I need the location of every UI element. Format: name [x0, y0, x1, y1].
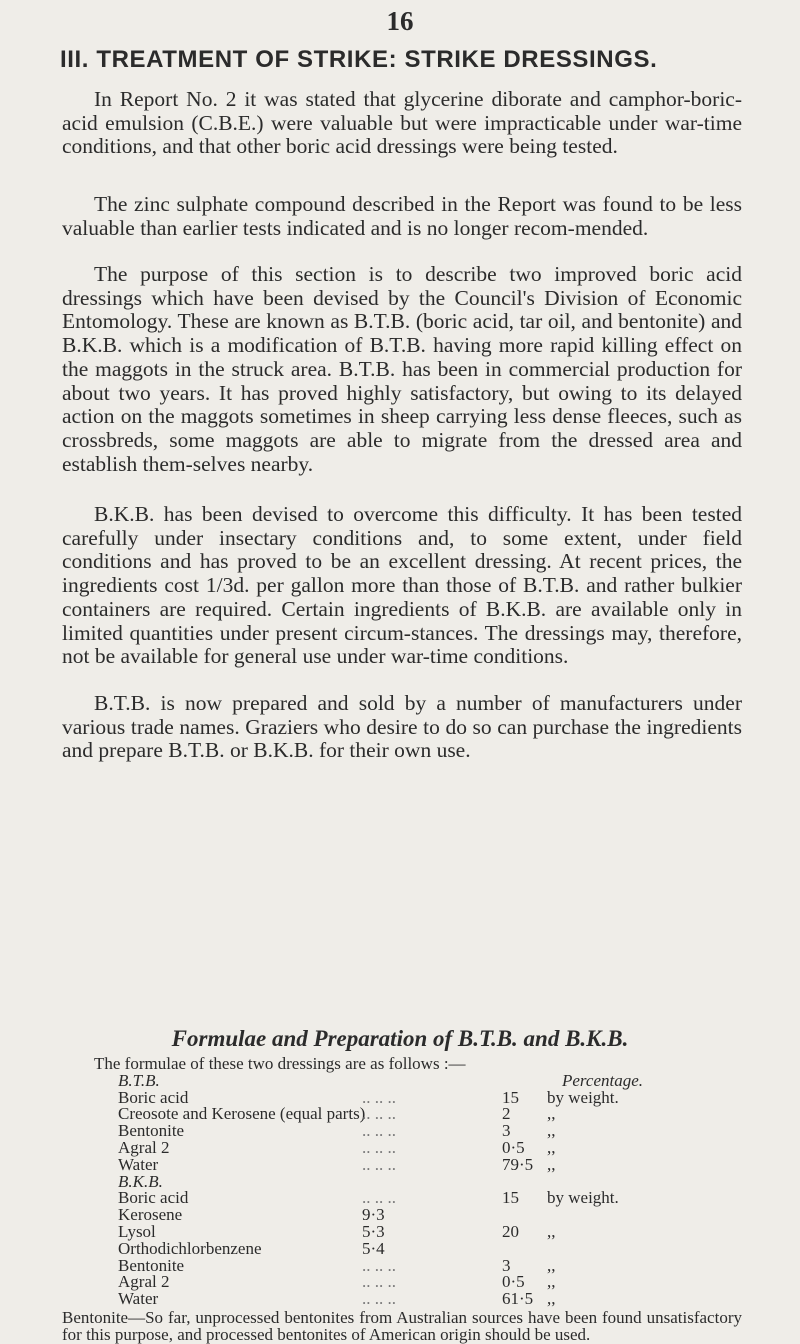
ingredient-sub-value: 9·3 [362, 1205, 385, 1225]
ingredient-value: 2 [502, 1104, 511, 1124]
ingredient-name: Agral 2 [118, 1137, 170, 1157]
paragraph-3: The purpose of this section is to describe two improved boric acid dressings which have been devised by the Council's Division of Economic Entomology. These are known as B.T.B. (boric acid, tar oil, and bentonite) and B.K.B. which is a modification of B.T.B. having more rapid killing effect on the maggots in the struck area. B.T.B. has been in commercial production for about two years. It has proved highly satisfactory, but owing to its delayed action on the maggots sometimes in sheep carrying less dense fleeces, such as crossbreds, some maggots are able to migrate from the dressed area and establish them-selves nearby. [62, 262, 742, 476]
formulae-block [62, 1056, 752, 1344]
ingredient-unit: ,, [547, 1104, 556, 1124]
leader-dots: .. .. .. [362, 1188, 396, 1208]
ingredient-value: 0·5 [502, 1272, 525, 1292]
btb-title: B.T.B. [118, 1070, 160, 1090]
leader-dots: .. .. .. [362, 1087, 396, 1107]
ingredient-name: Agral 2 [118, 1272, 170, 1292]
ingredient-value: 61·5 [502, 1289, 534, 1309]
paragraph-2: The zinc sulphate compound described in the Report was found to be less valuable than earlier tests indicated and is no longer recom-mended. [62, 192, 742, 240]
paragraph-1: In Report No. 2 it was stated that glycerine diborate and camphor-boric-acid emulsion (C.B.E.) were valuable but were impracticable under war-time conditions, and that other boric acid dressings were being tested. [62, 87, 742, 159]
ingredient-value: 0·5 [502, 1137, 525, 1157]
leader-dots: .. .. .. [362, 1154, 396, 1174]
ingredient-unit: ,, [547, 1255, 556, 1275]
ingredient-name: Orthodichlorbenzene [118, 1238, 262, 1258]
percentage-header: Percentage. [562, 1070, 644, 1090]
formulae-subheading: Formulae and Preparation of B.T.B. and B.K.B. [171, 1026, 629, 1051]
ingredient-value: 15 [502, 1188, 519, 1208]
ingredient-name: Boric acid [118, 1087, 189, 1107]
ingredient-name: Bentonite [118, 1255, 185, 1275]
ingredient-value: 15 [502, 1087, 519, 1107]
bkb-row [62, 1291, 752, 1308]
page-number: 16 [386, 6, 414, 36]
leader-dots: .. .. .. [362, 1137, 396, 1157]
ingredient-name: Water [118, 1289, 159, 1309]
leader-dots: .. .. .. [362, 1121, 396, 1141]
ingredient-name: Kerosene [118, 1205, 183, 1225]
ingredient-value: 3 [502, 1255, 511, 1275]
ingredient-name: Bentonite [118, 1121, 185, 1141]
ingredient-unit: ,, [547, 1121, 556, 1141]
ingredient-value: 3 [502, 1121, 511, 1141]
ingredient-value: 79·5 [502, 1154, 534, 1174]
ingredient-unit: ,, [547, 1154, 556, 1174]
ingredient-value: 20 [502, 1221, 519, 1241]
bkb-title: B.K.B. [118, 1171, 163, 1191]
leader-dots: .. .. .. [362, 1289, 396, 1309]
bkb-row [62, 1207, 752, 1224]
leader-dots: .. .. .. [362, 1255, 396, 1275]
ingredient-name: Boric acid [118, 1188, 189, 1208]
section-heading: III. TREATMENT OF STRIKE: STRIKE DRESSINGS. [60, 46, 658, 73]
ingredient-unit: by weight. [547, 1087, 619, 1107]
ingredient-name: Water [118, 1154, 159, 1174]
btb-row [62, 1137, 752, 1157]
paragraph-4: B.K.B. has been devised to overcome this difficulty. It has been tested carefully under insectary conditions and, to some extent, under field conditions and has proved to be an excellent dressing. At recent prices, the ingredients cost 1/3d. per gallon more than those of B.T.B. and rather bulkier containers are required. Certain ingredients of B.K.B. are available only in limited quantities under present circum-stances. The dressings may, therefore, not be available for general use under war-time conditions. [62, 502, 742, 669]
ingredient-name: Creosote and Kerosene (equal parts) [118, 1104, 366, 1124]
bkb-row [62, 1274, 752, 1291]
intro-text: The formulae of these two dressings are as follows :— [94, 1054, 466, 1073]
ingredient-unit: by weight. [547, 1188, 619, 1208]
bentonite-footnote: Bentonite—So far, unprocessed bentonites from Australian sources have been found unsatisfactory for this purpose, and processed bentonites of American origin should be used. [62, 1307, 742, 1344]
ingredient-unit: ,, [547, 1289, 556, 1309]
ingredient-sub-value: 5·3 [362, 1221, 385, 1241]
ingredient-name: Lysol [118, 1221, 156, 1241]
ingredient-sub-value: 5·4 [362, 1238, 385, 1258]
ingredient-unit: ,, [547, 1272, 556, 1292]
leader-dots: .. .. .. [362, 1104, 396, 1124]
ingredient-unit: ,, [547, 1137, 556, 1157]
formulae-intro [62, 1056, 752, 1073]
paragraph-5: B.T.B. is now prepared and sold by a number of manufacturers under various trade names. Graziers who desire to do so can purchase the ingredients and prepare B.T.B. or B.K.B. for their own use. [62, 691, 742, 763]
ingredient-unit: ,, [547, 1221, 556, 1241]
leader-dots: .. .. .. [362, 1272, 396, 1292]
btb-row [62, 1154, 752, 1174]
